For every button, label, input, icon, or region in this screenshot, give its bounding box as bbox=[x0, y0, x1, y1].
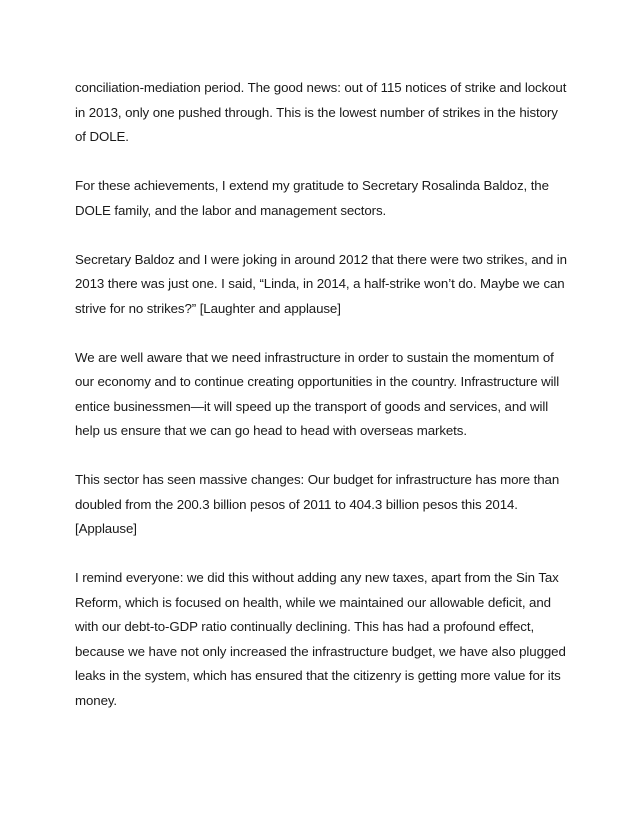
paragraph-5: This sector has seen massive changes: Our budget for infrastructure has more than doubled from the 200.3 billion pesos of 2011 to 404.3 billion pesos this 2014. [Applause] bbox=[75, 472, 560, 536]
paragraph-2: For these achievements, I extend my gratitude to Secretary Rosalinda Baldoz, the DOLE family, and the labor and management sectors. bbox=[75, 178, 549, 218]
paragraph-1: conciliation-mediation period. The good news: out of 115 notices of strike and lockout in 2013, only one pushed through. This is the lowest number of strikes in the history of DOLE. bbox=[75, 80, 567, 144]
paragraph-3: Secretary Baldoz and I were joking in around 2012 that there were two strikes, and in 2013 there was just one. I said, “Linda, in 2014, a half-strike won’t do. Maybe we can strive for no strikes?” [Laughter and applause] bbox=[75, 251, 567, 316]
paragraph-6: I remind everyone: we did this without adding any new taxes, apart from the Sin Tax Reform, which is focused on health, while we maintained our allowable deficit, and with our debt-to-GDP ratio continually declining. This has had a profound effect, because we have not only increased the infrastructure budget, we have also plugged leaks in the system, which has ensured that the citizenry is getting more value for its money. bbox=[75, 570, 566, 708]
document-page bbox=[75, 76, 570, 738]
paragraph-4: We are well aware that we need infrastructure in order to sustain the momentum of our economy and to continue creating opportunities in the country. Infrastructure will entice businessmen—it will speed up the transport of goods and services, and will help us ensure that we can go head to head with overseas markets. bbox=[75, 349, 560, 438]
